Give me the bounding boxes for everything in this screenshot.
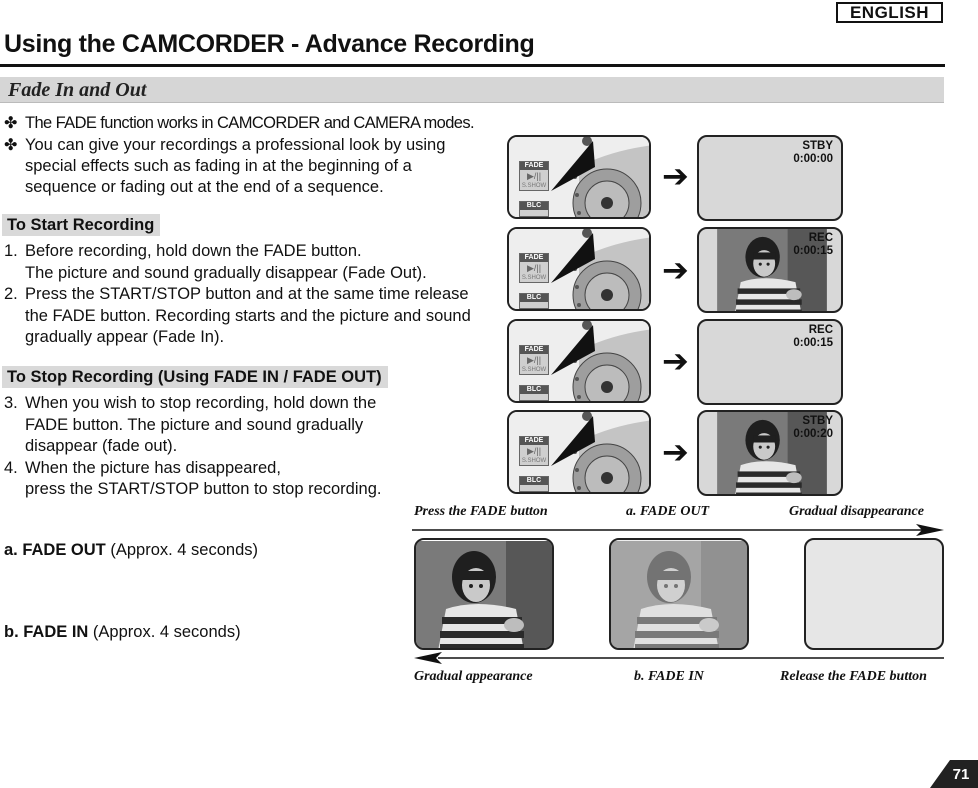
clover-bullet-icon: ✤ <box>4 115 17 132</box>
step-text-continued: The picture and sound gradually disappear (Fade Out). <box>25 263 427 282</box>
slideshow-label: S.SHOW <box>521 183 547 189</box>
language-badge: ENGLISH <box>836 2 943 23</box>
viewfinder-screen <box>697 227 843 313</box>
bullet-item <box>4 135 474 198</box>
clover-bullet-icon: ✤ <box>4 137 18 154</box>
screen-status-time: 0:00:15 <box>793 337 833 349</box>
right-arrow-icon: ➔ <box>662 434 689 470</box>
right-arrow-icon: ➔ <box>662 343 689 379</box>
fade-out-label: a. FADE OUT <box>4 541 106 559</box>
stop-recording-steps <box>4 393 394 501</box>
blc-button[interactable] <box>519 201 549 217</box>
step-number: 1. <box>4 242 18 260</box>
blc-button-label: BLC <box>520 386 548 394</box>
bullet-text: You can give your recordings a professional look by using special effects such as fading in at the beginning of a sequence or fading out at the end of a sequence. <box>25 136 446 196</box>
fade-in-label: b. FADE IN <box>4 623 89 641</box>
fade-button-label: FADE <box>520 346 548 354</box>
page-number-badge <box>930 760 978 788</box>
fade-button[interactable] <box>519 161 549 191</box>
step-text: When you wish to stop recording, hold down the FADE button. The picture and sound gradually disappear (fade out). <box>25 394 377 455</box>
child-photo-faded-image <box>611 540 749 650</box>
step-text: When the picture has disappeared, <box>25 458 281 477</box>
screen-status <box>793 232 833 258</box>
step-item <box>4 458 394 501</box>
caption-release-fade: Release the FADE button <box>780 669 927 684</box>
caption-gradual-appearance: Gradual appearance <box>414 669 533 684</box>
blc-button-label: BLC <box>520 202 548 210</box>
camcorder-control-panel <box>507 319 651 403</box>
blc-button[interactable] <box>519 476 549 492</box>
page-title: Using the CAMCORDER - Advance Recording <box>4 30 535 58</box>
page-number: 71 <box>952 766 970 783</box>
fade-button[interactable] <box>519 345 549 375</box>
viewfinder-screen <box>697 410 843 496</box>
bullet-item <box>4 113 482 134</box>
blc-button[interactable] <box>519 385 549 401</box>
caption-fade-in: b. FADE IN <box>634 669 704 684</box>
title-divider <box>0 64 945 67</box>
screen-status <box>793 415 833 441</box>
section-header <box>0 77 944 103</box>
screen-status-mode: REC <box>808 324 833 336</box>
caption-gradual-disappearance: Gradual disappearance <box>789 504 924 519</box>
step-number: 2. <box>4 285 18 303</box>
step-item <box>4 393 394 458</box>
intro-bullets <box>4 113 482 199</box>
bullet-text: The FADE function works in CAMCORDER and CAMERA modes. <box>25 114 475 132</box>
fade-frame-full <box>414 538 554 650</box>
fade-button[interactable] <box>519 436 549 466</box>
camcorder-control-panel <box>507 227 651 311</box>
viewfinder-screen <box>697 135 843 221</box>
blc-button[interactable] <box>519 293 549 309</box>
right-arrow-icon: ➔ <box>662 252 689 288</box>
blc-button-label: BLC <box>520 477 548 485</box>
screen-status-mode: STBY <box>802 415 833 427</box>
play-pause-icon: ▶/|| <box>526 355 542 365</box>
play-pause-icon: ▶/|| <box>526 263 542 273</box>
fade-button-label: FADE <box>520 162 548 170</box>
slideshow-label: S.SHOW <box>521 275 547 281</box>
step-number: 3. <box>4 394 18 412</box>
play-pause-icon: ▶/|| <box>526 446 542 456</box>
fade-in-duration: (Approx. 4 seconds) <box>88 623 241 641</box>
step-text: Press the START/STOP button and at the same time release the FADE button. Recording starts and the picture and sound gradually appear (Fade In). <box>25 285 471 346</box>
fade-button[interactable] <box>519 253 549 283</box>
caption-press-fade: Press the FADE button <box>414 504 548 519</box>
stop-recording-heading: To Stop Recording (Using FADE IN / FADE OUT) <box>2 366 388 388</box>
viewfinder-screen <box>697 319 843 405</box>
screen-status-mode: REC <box>808 232 833 244</box>
screen-status <box>793 140 833 166</box>
fade-frame-half <box>609 538 749 650</box>
child-photo-image <box>416 540 554 650</box>
fade-out-note <box>4 541 258 560</box>
screen-status-time: 0:00:15 <box>793 245 833 257</box>
start-recording-steps <box>4 241 482 349</box>
right-arrow-icon: ➔ <box>662 158 689 194</box>
start-recording-heading: To Start Recording <box>2 214 160 236</box>
fade-out-duration: (Approx. 4 seconds) <box>105 541 259 559</box>
fade-button-label: FADE <box>520 437 548 445</box>
step-item <box>4 284 482 349</box>
camcorder-control-panel <box>507 135 651 219</box>
fade-frame-blank <box>804 538 944 650</box>
section-title: Fade In and Out <box>8 79 147 101</box>
step-text: Before recording, hold down the FADE button. <box>25 242 362 260</box>
caption-fade-out: a. FADE OUT <box>626 504 710 519</box>
blc-button-label: BLC <box>520 294 548 302</box>
screen-status <box>793 324 833 350</box>
screen-status-mode: STBY <box>802 140 833 152</box>
screen-status-time: 0:00:00 <box>793 153 833 165</box>
fade-button-label: FADE <box>520 254 548 262</box>
step-item <box>4 241 482 284</box>
step-text-continued: press the START/STOP button to stop recording. <box>25 480 382 498</box>
fade-in-timeline-arrow <box>412 652 948 666</box>
step-number: 4. <box>4 458 18 477</box>
slideshow-label: S.SHOW <box>521 367 547 373</box>
fade-out-timeline-arrow <box>412 522 948 536</box>
fade-in-note <box>4 623 241 642</box>
play-pause-icon: ▶/|| <box>526 171 542 181</box>
slideshow-label: S.SHOW <box>521 458 547 464</box>
camcorder-control-panel <box>507 410 651 494</box>
screen-status-time: 0:00:20 <box>793 428 833 440</box>
